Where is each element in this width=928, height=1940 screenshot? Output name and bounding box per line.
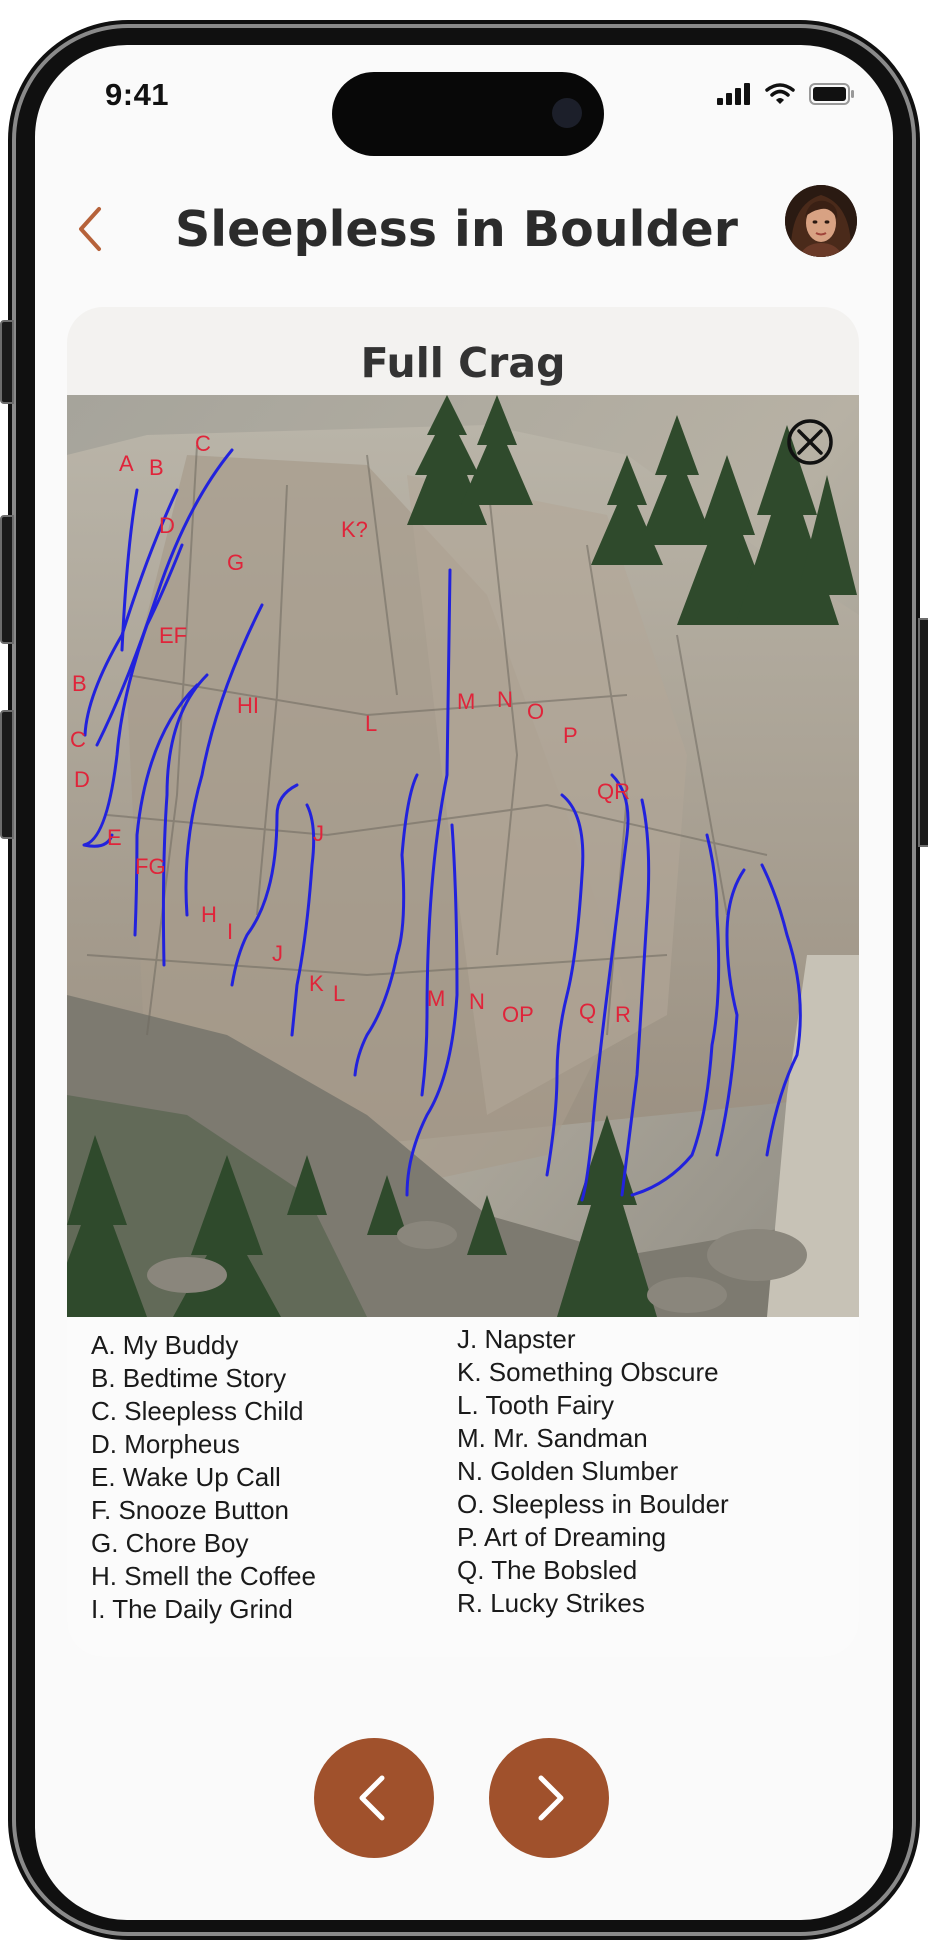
chevron-right-icon <box>489 1738 609 1858</box>
route-marker-label: A <box>119 451 134 476</box>
route-legend-item: A. My Buddy <box>91 1330 239 1360</box>
route-marker-label: D <box>159 513 175 538</box>
wifi-icon <box>765 83 795 105</box>
route-marker-label: OP <box>502 1002 534 1027</box>
status-bar <box>35 45 893 145</box>
route-marker-label: I <box>227 919 234 944</box>
route-marker-label: C <box>70 727 86 752</box>
side-button-volume-up <box>0 515 14 644</box>
crag-photo <box>67 395 859 1317</box>
route-marker-label: J <box>313 821 324 846</box>
previous-button[interactable] <box>314 1738 434 1858</box>
route-marker-label: Q <box>579 999 597 1024</box>
status-time: 9:41 <box>105 77 170 112</box>
route-legend-item: I. The Daily Grind <box>91 1594 293 1624</box>
legend-column-left <box>91 1329 316 1626</box>
route-marker-label: B <box>72 671 87 696</box>
route-marker-label: P <box>563 723 578 748</box>
route-legend-item: B. Bedtime Story <box>91 1363 287 1393</box>
chevron-left-icon <box>81 209 99 249</box>
legend-column-right <box>457 1323 729 1620</box>
route-marker-label: M <box>457 689 476 714</box>
route-marker-label: N <box>497 687 513 712</box>
route-legend-item: F. Snooze Button <box>91 1495 290 1525</box>
route-legend-item: O. Sleepless in Boulder <box>457 1489 729 1519</box>
route-legend-item: Q. The Bobsled <box>457 1555 638 1585</box>
crag-topo-image <box>67 395 859 1317</box>
side-button-power <box>918 618 928 847</box>
route-legend-item: H. Smell the Coffee <box>91 1561 316 1591</box>
route-legend-item: G. Chore Boy <box>91 1528 249 1558</box>
route-marker-label: M <box>427 986 446 1011</box>
route-legend-item: J. Napster <box>457 1324 576 1354</box>
route-marker-label: O <box>527 699 545 724</box>
route-marker-label: K <box>309 971 324 996</box>
route-legend-item: N. Golden Slumber <box>457 1456 679 1486</box>
chevron-left-icon <box>314 1738 434 1858</box>
dynamic-island <box>332 72 604 156</box>
route-marker-label: C <box>195 431 211 456</box>
route-legend <box>67 1317 859 1657</box>
route-legend-item: C. Sleepless Child <box>91 1396 304 1426</box>
route-marker-label: L <box>333 981 346 1006</box>
back-button[interactable] <box>65 199 113 259</box>
next-button[interactable] <box>489 1738 609 1858</box>
status-icons <box>717 83 855 105</box>
route-legend-item: K. Something Obscure <box>457 1357 719 1387</box>
route-marker-label: FG <box>135 854 166 879</box>
route-marker-label: J <box>272 941 283 966</box>
signal-icon <box>717 83 751 105</box>
route-marker-label: QR <box>597 779 630 804</box>
route-legend-item: D. Morpheus <box>91 1429 240 1459</box>
card-title: Full Crag <box>360 339 566 387</box>
side-button-volume-down <box>0 710 14 839</box>
route-marker-label: HI <box>237 693 259 718</box>
crag-card <box>67 307 859 1657</box>
route-marker-label: EF <box>159 623 188 648</box>
route-legend-item: M. Mr. Sandman <box>457 1423 648 1453</box>
route-marker-label: K? <box>341 517 368 542</box>
route-legend-item: E. Wake Up Call <box>91 1462 281 1492</box>
close-button[interactable] <box>786 418 834 466</box>
route-marker-label: N <box>469 989 485 1014</box>
camera-icon <box>552 98 582 128</box>
route-marker-label: L <box>365 711 378 736</box>
screen <box>35 45 893 1920</box>
battery-icon <box>809 83 855 105</box>
close-circle-icon <box>789 421 831 463</box>
side-button-mute <box>0 320 14 404</box>
route-marker-label: E <box>107 825 122 850</box>
route-marker-label: D <box>74 767 90 792</box>
route-legend-item: L. Tooth Fairy <box>457 1390 615 1420</box>
page-title: Sleepless in Boulder <box>175 201 738 258</box>
route-legend-item: R. Lucky Strikes <box>457 1588 645 1618</box>
avatar-image <box>785 185 857 257</box>
route-marker-label: R <box>615 1002 631 1027</box>
header <box>35 175 893 285</box>
route-marker-label: B <box>149 455 164 480</box>
avatar[interactable] <box>785 185 857 257</box>
route-marker-label: H <box>201 902 217 927</box>
route-marker-label: G <box>227 550 245 575</box>
route-legend-item: P. Art of Dreaming <box>457 1522 667 1552</box>
